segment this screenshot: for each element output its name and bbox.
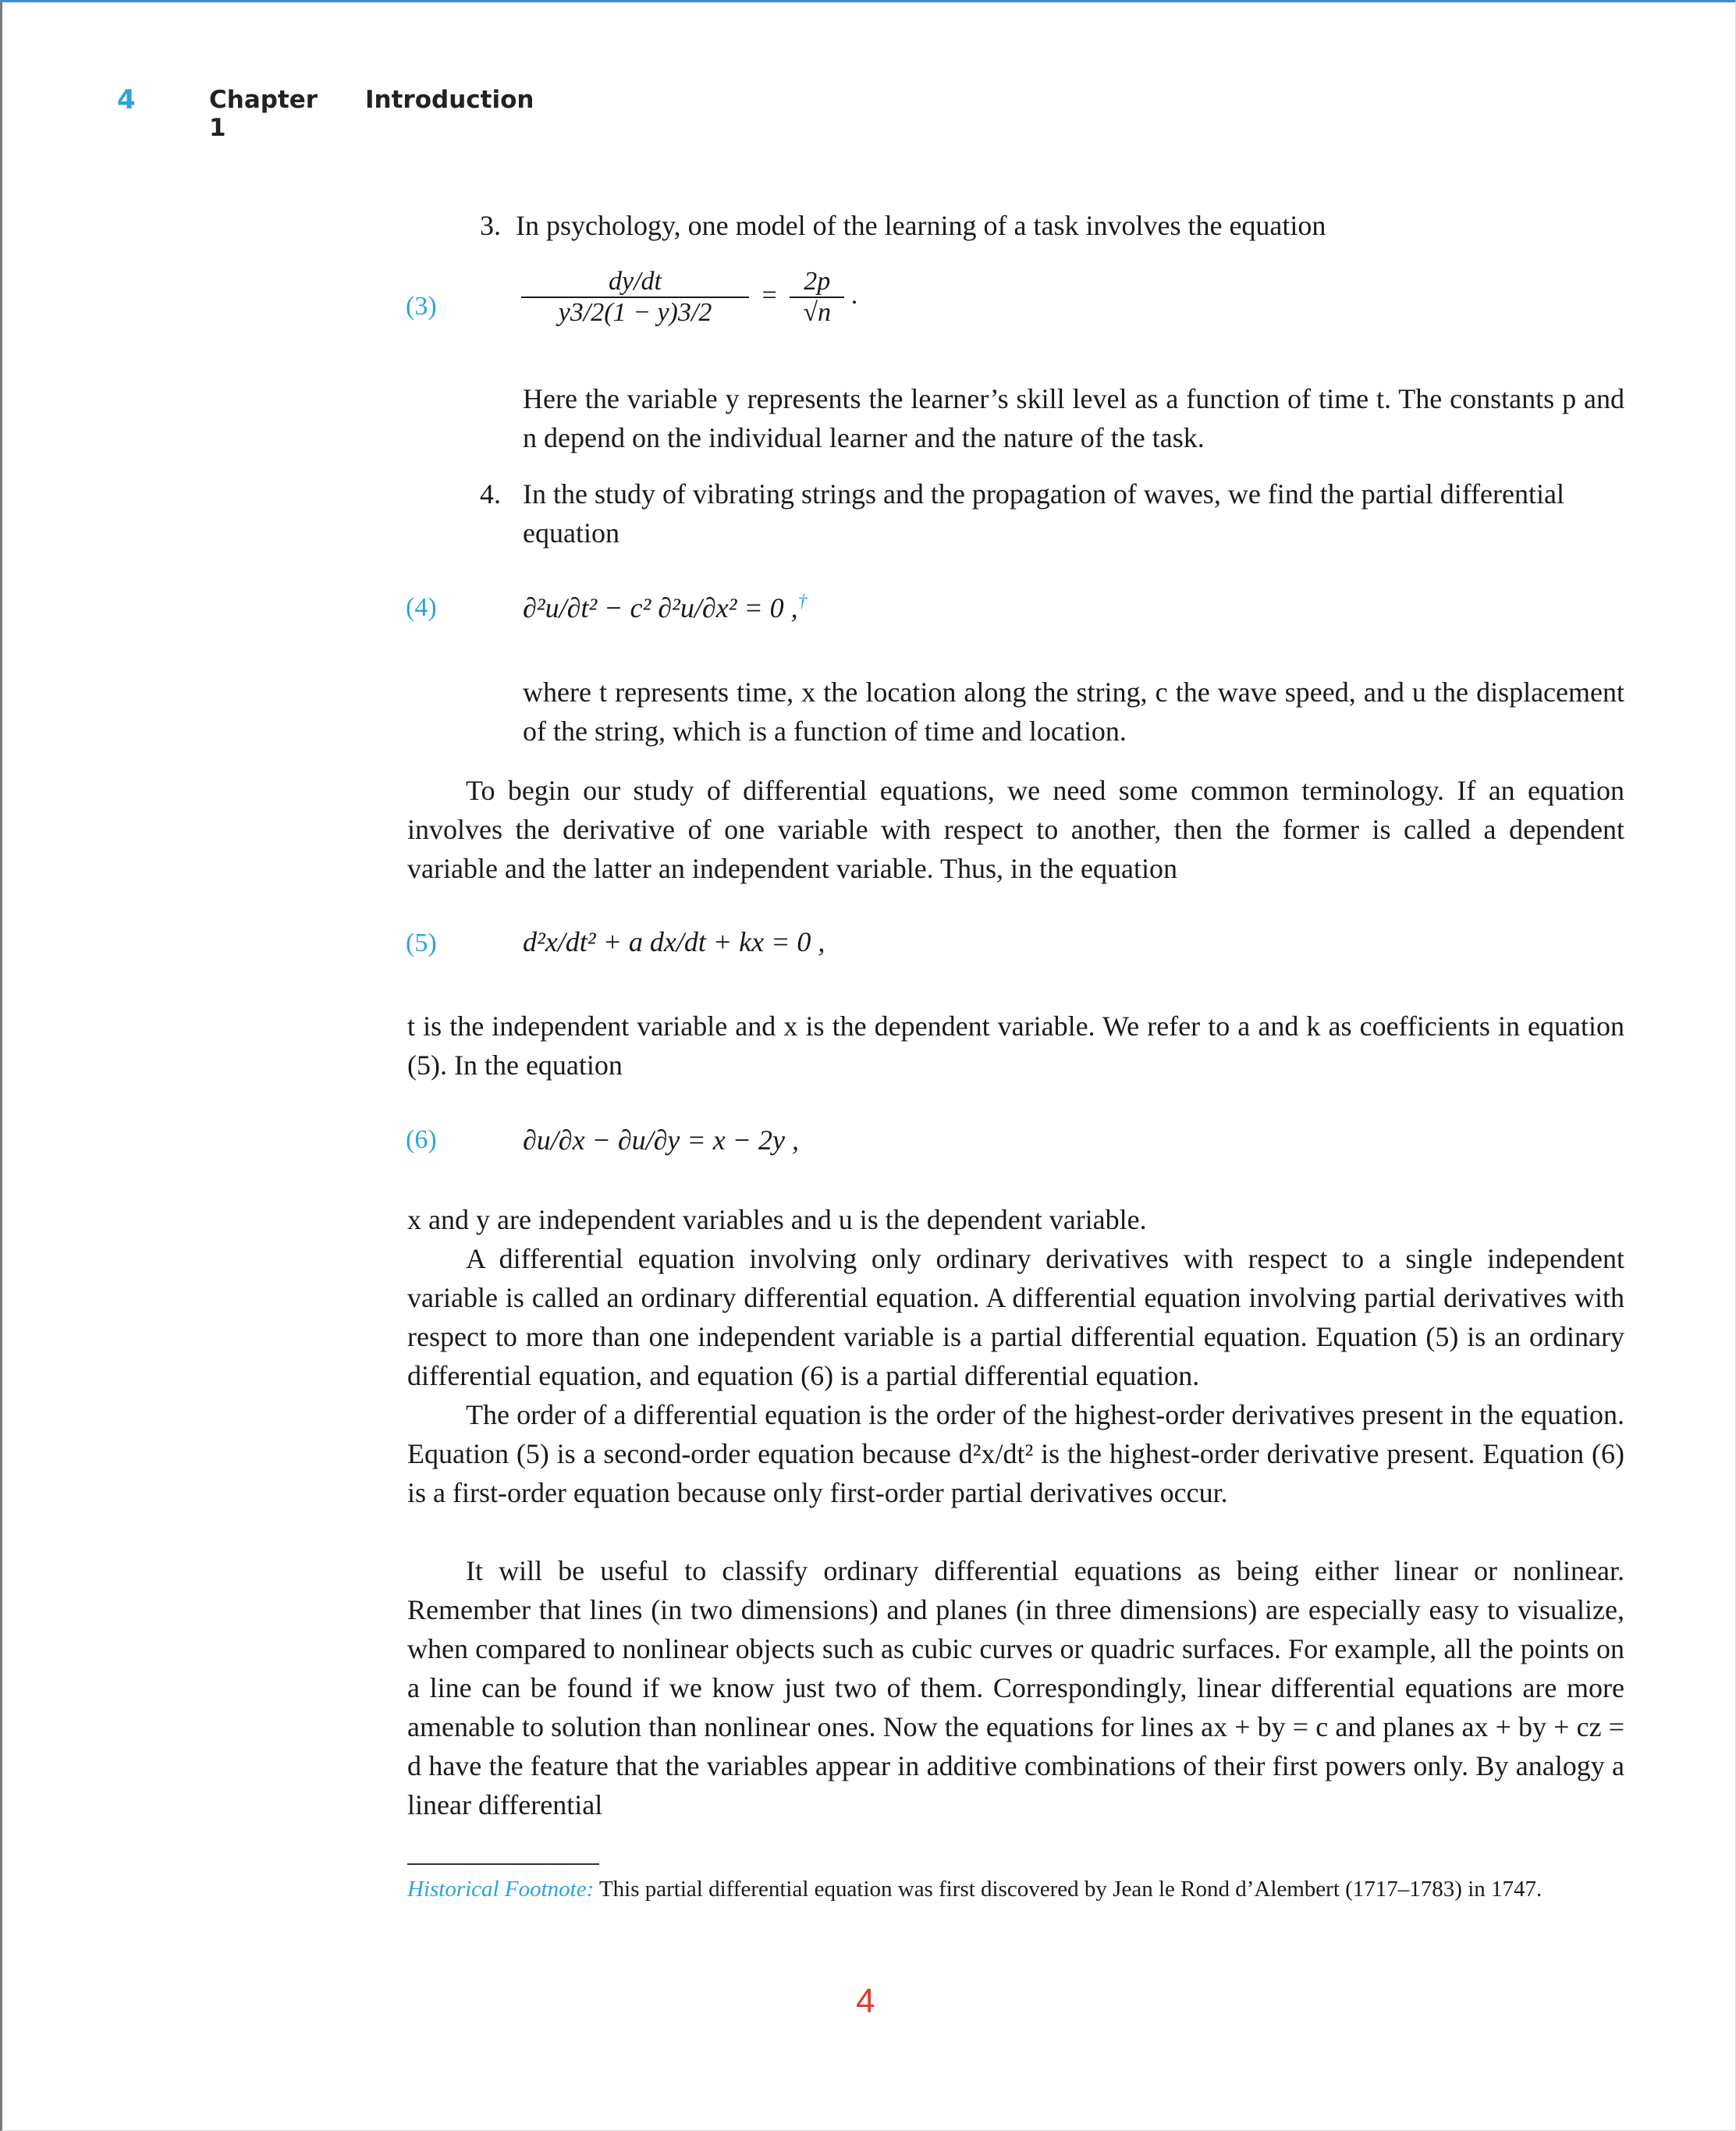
footnote [407,1873,1624,1905]
header-title: Introduction [365,86,534,114]
eq3-lhs-denominator: y3/2(1 − y)3/2 [521,297,749,328]
item-4 [480,474,1635,552]
paragraph-coefficients: t is the independent variable and x is the dependent variable. We refer to a and k as coefficients in equation (5). In the equation [407,1010,1624,1081]
item-4-number: 4. [480,478,501,510]
footnote-dagger[interactable]: † [797,591,808,612]
eq4-text: ∂²u/∂t² − c² ∂²u/∂x² = 0 , [523,592,798,623]
footnote-text: This partial differential equation was first discovered by Jean le Rond d’Alembert (1717–1783) in 1747. [598,1877,1543,1902]
item-3 [480,206,1635,245]
equation-5-label: (5) [406,929,437,957]
header-chapter: Chapter 1 [209,86,318,142]
item-3-explanation: Here the variable y represents the learner’s skill level as a function of time t. The constants p and n depend on the individual learner and the nature of the task. [523,383,1624,453]
paragraph-ode-pde: A differential equation involving only ordinary derivatives with respect to a single independent variable is called an ordinary differential equation. A differential equation involving partial derivatives with respect to more than one independent variable is a partial differential equation. Equation (5) is an ordinary differential equation, and equation (6) is a partial differential equation. [407,1243,1624,1391]
eq3-lhs-numerator: dy/dt [609,267,662,296]
equation-6-label: (6) [406,1125,437,1154]
item-3-text: In psychology, one model of the learning of a task involves the equation [516,210,1326,241]
footnote-label: Historical Footnote: [407,1877,595,1902]
equation-5: d²x/dt² + a dx/dt + kx = 0 , [523,926,825,957]
equation-4-label: (4) [406,593,437,622]
equation-3-label: (3) [406,292,437,321]
paragraph-order: The order of a differential equation is the order of the highest-order derivatives present in the equation. Equation (5) is a second-order equation because d²x/dt² is the highest-order derivative present. Equation (6) is a first-order equation because only first-order partial derivatives occur. [407,1399,1624,1508]
equation-3: $\frac{dy/dt}{y3/2(1 - y)3/2}$ = $\frac{2p}{√n}$ . [521,267,857,328]
eq3-rhs-numerator: 2p [804,267,831,296]
item-4-explanation: where t represents time, x the location along the string, c the wave speed, and u the displacement of the string, which is a function of time and location. [523,677,1624,747]
paragraph-terminology: To begin our study of differential equations, we need some common terminology. If an equation involves the derivative of one variable with respect to another, then the former is called a dependent variable and the latter an independent variable. Thus, in the equation [407,775,1624,884]
equation-4 [523,591,808,624]
eq3-rhs-denominator: √n [790,297,844,328]
page-number-footer: 4 [856,1982,875,2020]
paragraph-linear: It will be useful to classify ordinary differential equations as being either linear or nonlinear. Remember that lines (in two dimensions) and planes (in three dimensions) are especially easy to visualize, when compared to nonlinear objects such as cubic curves or quadric surfaces. For example, all the points on a line can be found if we know just two of them. Correspondingly, linear differential equations are more amenable to solution than nonlinear ones. Now the equations for lines ax + by = c and planes ax + by + cz = d have the feature that the variables appear in additive combinations of their first powers only. By analogy a linear differential [407,1555,1624,1820]
item-4-text: In the study of vibrating strings and the propagation of waves, we find the partial differential equation [523,478,1564,549]
footnote-rule [407,1863,599,1865]
header-page-number: 4 [117,84,136,115]
paragraph-variables: x and y are independent variables and u is the dependent variable. [407,1204,1147,1235]
equation-6: ∂u/∂x − ∂u/∂y = x − 2y , [523,1124,799,1156]
item-3-number: 3. [480,210,501,241]
